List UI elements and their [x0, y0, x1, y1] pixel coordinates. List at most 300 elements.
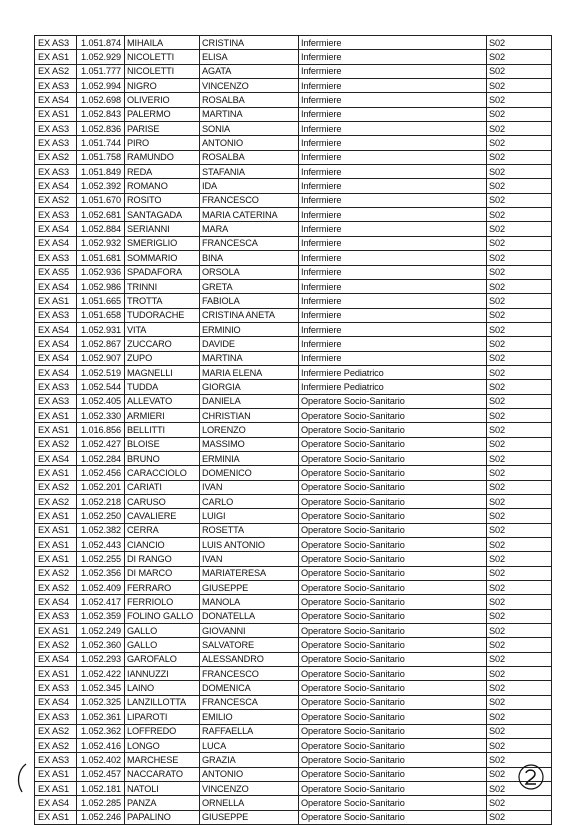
firstname-cell: DOMENICO — [200, 466, 299, 480]
area-cell: EX AS1 — [35, 294, 77, 308]
code-cell: S02 — [487, 79, 552, 93]
firstname-cell: DONATELLA — [200, 609, 299, 623]
id-cell: 1.052.422 — [77, 667, 125, 681]
role-cell: Infermiere — [299, 165, 487, 179]
table-row — [35, 538, 552, 552]
id-cell: 1.052.867 — [77, 337, 125, 351]
role-cell: Operatore Socio-Sanitario — [299, 466, 487, 480]
id-cell: 1.052.359 — [77, 609, 125, 623]
role-cell: Operatore Socio-Sanitario — [299, 552, 487, 566]
surname-cell: BLOISE — [125, 437, 200, 451]
id-cell: 1.052.457 — [77, 767, 125, 781]
table-row — [35, 337, 552, 351]
area-cell: EX AS1 — [35, 408, 77, 422]
surname-cell: LOFFREDO — [125, 724, 200, 738]
table-row — [35, 150, 552, 164]
firstname-cell: EMILIO — [200, 710, 299, 724]
id-cell: 1.051.665 — [77, 294, 125, 308]
code-cell: S02 — [487, 681, 552, 695]
code-cell: S02 — [487, 710, 552, 724]
area-cell: EX AS3 — [35, 710, 77, 724]
role-cell: Infermiere — [299, 351, 487, 365]
code-cell: S02 — [487, 566, 552, 580]
surname-cell: FERRARO — [125, 581, 200, 595]
role-cell: Operatore Socio-Sanitario — [299, 408, 487, 422]
table-row — [35, 753, 552, 767]
firstname-cell: ELISA — [200, 50, 299, 64]
table-row — [35, 581, 552, 595]
code-cell: S02 — [487, 624, 552, 638]
firstname-cell: IVAN — [200, 552, 299, 566]
code-cell: S02 — [487, 265, 552, 279]
table-row — [35, 652, 552, 666]
surname-cell: BRUNO — [125, 451, 200, 465]
firstname-cell: ROSALBA — [200, 93, 299, 107]
firstname-cell: GIUSEPPE — [200, 810, 299, 824]
table-row — [35, 236, 552, 250]
area-cell: EX AS3 — [35, 380, 77, 394]
id-cell: 1.052.285 — [77, 796, 125, 810]
id-cell: 1.052.907 — [77, 351, 125, 365]
handwritten-mark — [14, 762, 32, 794]
id-cell: 1.052.409 — [77, 581, 125, 595]
area-cell: EX AS3 — [35, 753, 77, 767]
code-cell: S02 — [487, 581, 552, 595]
surname-cell: TUDDA — [125, 380, 200, 394]
role-cell: Operatore Socio-Sanitario — [299, 667, 487, 681]
firstname-cell: FRANCESCO — [200, 193, 299, 207]
table-row — [35, 322, 552, 336]
document-page — [34, 35, 552, 825]
table-row — [35, 738, 552, 752]
id-cell: 1.052.427 — [77, 437, 125, 451]
role-cell: Operatore Socio-Sanitario — [299, 624, 487, 638]
code-cell: S02 — [487, 93, 552, 107]
code-cell: S02 — [487, 64, 552, 78]
id-cell: 1.052.330 — [77, 408, 125, 422]
id-cell: 1.052.361 — [77, 710, 125, 724]
code-cell: S02 — [487, 236, 552, 250]
table-row — [35, 724, 552, 738]
id-cell: 1.052.362 — [77, 724, 125, 738]
id-cell: 1.052.843 — [77, 107, 125, 121]
area-cell: EX AS1 — [35, 667, 77, 681]
table-row — [35, 222, 552, 236]
firstname-cell: VINCENZO — [200, 781, 299, 795]
id-cell: 1.052.246 — [77, 810, 125, 824]
id-cell: 1.052.218 — [77, 495, 125, 509]
table-row — [35, 122, 552, 136]
code-cell: S02 — [487, 193, 552, 207]
table-row — [35, 251, 552, 265]
table-row — [35, 93, 552, 107]
area-cell: EX AS4 — [35, 222, 77, 236]
firstname-cell: DOMENICA — [200, 681, 299, 695]
surname-cell: SANTAGADA — [125, 208, 200, 222]
role-cell: Infermiere — [299, 193, 487, 207]
role-cell: Infermiere — [299, 251, 487, 265]
role-cell: Operatore Socio-Sanitario — [299, 581, 487, 595]
role-cell: Infermiere — [299, 222, 487, 236]
surname-cell: LAINO — [125, 681, 200, 695]
area-cell: EX AS2 — [35, 495, 77, 509]
role-cell: Operatore Socio-Sanitario — [299, 810, 487, 824]
role-cell: Operatore Socio-Sanitario — [299, 710, 487, 724]
id-cell: 1.052.836 — [77, 122, 125, 136]
surname-cell: ZUCCARO — [125, 337, 200, 351]
firstname-cell: DAVIDE — [200, 337, 299, 351]
code-cell: S02 — [487, 308, 552, 322]
firstname-cell: ORSOLA — [200, 265, 299, 279]
firstname-cell: MARIA CATERINA — [200, 208, 299, 222]
table-row — [35, 208, 552, 222]
firstname-cell: CARLO — [200, 495, 299, 509]
firstname-cell: MARIATERESA — [200, 566, 299, 580]
table-row — [35, 265, 552, 279]
firstname-cell: BINA — [200, 251, 299, 265]
id-cell: 1.052.201 — [77, 480, 125, 494]
area-cell: EX AS1 — [35, 767, 77, 781]
role-cell: Operatore Socio-Sanitario — [299, 509, 487, 523]
code-cell: S02 — [487, 451, 552, 465]
table-row — [35, 36, 552, 50]
area-cell: EX AS2 — [35, 638, 77, 652]
area-cell: EX AS4 — [35, 595, 77, 609]
area-cell: EX AS2 — [35, 437, 77, 451]
area-cell: EX AS5 — [35, 265, 77, 279]
surname-cell: FOLINO GALLO — [125, 609, 200, 623]
table-row — [35, 695, 552, 709]
role-cell: Infermiere — [299, 64, 487, 78]
id-cell: 1.052.250 — [77, 509, 125, 523]
surname-cell: SMERIGLIO — [125, 236, 200, 250]
table-row — [35, 136, 552, 150]
code-cell: S02 — [487, 337, 552, 351]
surname-cell: NIGRO — [125, 79, 200, 93]
code-cell: S02 — [487, 365, 552, 379]
area-cell: EX AS4 — [35, 365, 77, 379]
role-cell: Infermiere — [299, 107, 487, 121]
firstname-cell: MASSIMO — [200, 437, 299, 451]
code-cell: S02 — [487, 423, 552, 437]
role-cell: Infermiere — [299, 122, 487, 136]
area-cell: EX AS4 — [35, 322, 77, 336]
role-cell: Infermiere Pediatrico — [299, 365, 487, 379]
surname-cell: CARACCIOLO — [125, 466, 200, 480]
code-cell: S02 — [487, 667, 552, 681]
id-cell: 1.052.181 — [77, 781, 125, 795]
id-cell: 1.052.931 — [77, 322, 125, 336]
id-cell: 1.052.392 — [77, 179, 125, 193]
firstname-cell: DANIELA — [200, 394, 299, 408]
surname-cell: MARCHESE — [125, 753, 200, 767]
code-cell: S02 — [487, 480, 552, 494]
table-row — [35, 294, 552, 308]
id-cell: 1.052.456 — [77, 466, 125, 480]
area-cell: EX AS4 — [35, 351, 77, 365]
surname-cell: LONGO — [125, 738, 200, 752]
code-cell: S02 — [487, 595, 552, 609]
surname-cell: SPADAFORA — [125, 265, 200, 279]
id-cell: 1.052.345 — [77, 681, 125, 695]
surname-cell: ZUPO — [125, 351, 200, 365]
surname-cell: OLIVERIO — [125, 93, 200, 107]
code-cell: S02 — [487, 122, 552, 136]
code-cell: S02 — [487, 322, 552, 336]
role-cell: Operatore Socio-Sanitario — [299, 738, 487, 752]
surname-cell: ROSITO — [125, 193, 200, 207]
id-cell: 1.052.416 — [77, 738, 125, 752]
code-cell: S02 — [487, 638, 552, 652]
firstname-cell: ANTONIO — [200, 136, 299, 150]
firstname-cell: LUIGI — [200, 509, 299, 523]
role-cell: Operatore Socio-Sanitario — [299, 724, 487, 738]
id-cell: 1.052.698 — [77, 93, 125, 107]
role-cell: Infermiere — [299, 294, 487, 308]
area-cell: EX AS1 — [35, 781, 77, 795]
code-cell: S02 — [487, 552, 552, 566]
role-cell: Operatore Socio-Sanitario — [299, 480, 487, 494]
id-cell: 1.051.658 — [77, 308, 125, 322]
code-cell: S02 — [487, 781, 552, 795]
code-cell: S02 — [487, 609, 552, 623]
code-cell: S02 — [487, 50, 552, 64]
code-cell: S02 — [487, 466, 552, 480]
surname-cell: CARUSO — [125, 495, 200, 509]
role-cell: Operatore Socio-Sanitario — [299, 681, 487, 695]
table-row — [35, 810, 552, 824]
area-cell: EX AS3 — [35, 165, 77, 179]
area-cell: EX AS1 — [35, 624, 77, 638]
firstname-cell: GIORGIA — [200, 380, 299, 394]
id-cell: 1.052.986 — [77, 279, 125, 293]
staff-table-body — [35, 36, 552, 825]
firstname-cell: MARTINA — [200, 107, 299, 121]
firstname-cell: CHRISTIAN — [200, 408, 299, 422]
role-cell: Operatore Socio-Sanitario — [299, 695, 487, 709]
id-cell: 1.052.681 — [77, 208, 125, 222]
firstname-cell: CRISTINA ANETA — [200, 308, 299, 322]
area-cell: EX AS1 — [35, 810, 77, 824]
table-row — [35, 351, 552, 365]
id-cell: 1.052.382 — [77, 523, 125, 537]
role-cell: Infermiere — [299, 79, 487, 93]
firstname-cell: CRISTINA — [200, 36, 299, 50]
table-row — [35, 667, 552, 681]
surname-cell: TROTTA — [125, 294, 200, 308]
surname-cell: LANZILLOTTA — [125, 695, 200, 709]
role-cell: Operatore Socio-Sanitario — [299, 394, 487, 408]
table-row — [35, 79, 552, 93]
code-cell: S02 — [487, 251, 552, 265]
area-cell: EX AS3 — [35, 681, 77, 695]
area-cell: EX AS3 — [35, 251, 77, 265]
area-cell: EX AS2 — [35, 193, 77, 207]
area-cell: EX AS1 — [35, 509, 77, 523]
id-cell: 1.052.249 — [77, 624, 125, 638]
area-cell: EX AS4 — [35, 695, 77, 709]
role-cell: Operatore Socio-Sanitario — [299, 437, 487, 451]
area-cell: EX AS3 — [35, 394, 77, 408]
table-row — [35, 451, 552, 465]
area-cell: EX AS4 — [35, 179, 77, 193]
table-row — [35, 566, 552, 580]
id-cell: 1.052.544 — [77, 380, 125, 394]
firstname-cell: ROSETTA — [200, 523, 299, 537]
code-cell: S02 — [487, 437, 552, 451]
code-cell: S02 — [487, 523, 552, 537]
surname-cell: LIPAROTI — [125, 710, 200, 724]
firstname-cell: FABIOLA — [200, 294, 299, 308]
firstname-cell: STAFANIA — [200, 165, 299, 179]
code-cell: S02 — [487, 36, 552, 50]
table-row — [35, 107, 552, 121]
surname-cell: GAROFALO — [125, 652, 200, 666]
table-row — [35, 609, 552, 623]
area-cell: EX AS3 — [35, 136, 77, 150]
firstname-cell: IVAN — [200, 480, 299, 494]
firstname-cell: SONIA — [200, 122, 299, 136]
role-cell: Infermiere — [299, 50, 487, 64]
surname-cell: CERRA — [125, 523, 200, 537]
id-cell: 1.052.994 — [77, 79, 125, 93]
table-row — [35, 710, 552, 724]
role-cell: Infermiere — [299, 279, 487, 293]
code-cell: S02 — [487, 538, 552, 552]
area-cell: EX AS3 — [35, 79, 77, 93]
id-cell: 1.051.670 — [77, 193, 125, 207]
role-cell: Infermiere Pediatrico — [299, 380, 487, 394]
surname-cell: PANZA — [125, 796, 200, 810]
role-cell: Infermiere — [299, 93, 487, 107]
surname-cell: IANNUZZI — [125, 667, 200, 681]
code-cell: S02 — [487, 222, 552, 236]
code-cell: S02 — [487, 136, 552, 150]
table-row — [35, 437, 552, 451]
firstname-cell: ERMINIA — [200, 451, 299, 465]
code-cell: S02 — [487, 495, 552, 509]
role-cell: Operatore Socio-Sanitario — [299, 595, 487, 609]
firstname-cell: FRANCESCA — [200, 236, 299, 250]
table-row — [35, 624, 552, 638]
firstname-cell: MARA — [200, 222, 299, 236]
area-cell: EX AS2 — [35, 724, 77, 738]
firstname-cell: MANOLA — [200, 595, 299, 609]
surname-cell: MAGNELLI — [125, 365, 200, 379]
code-cell: S02 — [487, 724, 552, 738]
area-cell: EX AS1 — [35, 523, 77, 537]
table-row — [35, 380, 552, 394]
code-cell: S02 — [487, 380, 552, 394]
firstname-cell: AGATA — [200, 64, 299, 78]
code-cell: S02 — [487, 179, 552, 193]
id-cell: 1.051.758 — [77, 150, 125, 164]
surname-cell: MIHAILA — [125, 36, 200, 50]
id-cell: 1.052.884 — [77, 222, 125, 236]
surname-cell: DI RANGO — [125, 552, 200, 566]
code-cell: S02 — [487, 107, 552, 121]
code-cell: S02 — [487, 150, 552, 164]
table-row — [35, 64, 552, 78]
code-cell: S02 — [487, 294, 552, 308]
area-cell: EX AS3 — [35, 308, 77, 322]
surname-cell: BELLITTI — [125, 423, 200, 437]
table-row — [35, 480, 552, 494]
firstname-cell: FRANCESCA — [200, 695, 299, 709]
surname-cell: ARMIERI — [125, 408, 200, 422]
role-cell: Infermiere — [299, 308, 487, 322]
id-cell: 1.016.856 — [77, 423, 125, 437]
area-cell: EX AS4 — [35, 337, 77, 351]
id-cell: 1.052.284 — [77, 451, 125, 465]
firstname-cell: LUIS ANTONIO — [200, 538, 299, 552]
surname-cell: PIRO — [125, 136, 200, 150]
surname-cell: SOMMARIO — [125, 251, 200, 265]
surname-cell: ROMANO — [125, 179, 200, 193]
firstname-cell: ANTONIO — [200, 767, 299, 781]
surname-cell: NICOLETTI — [125, 64, 200, 78]
table-row — [35, 495, 552, 509]
role-cell: Operatore Socio-Sanitario — [299, 566, 487, 580]
surname-cell: NICOLETTI — [125, 50, 200, 64]
surname-cell: TRINNI — [125, 279, 200, 293]
role-cell: Operatore Socio-Sanitario — [299, 753, 487, 767]
firstname-cell: ALESSANDRO — [200, 652, 299, 666]
code-cell: S02 — [487, 767, 552, 781]
area-cell: EX AS2 — [35, 738, 77, 752]
surname-cell: DI MARCO — [125, 566, 200, 580]
surname-cell: CAVALIERE — [125, 509, 200, 523]
firstname-cell: RAFFAELLA — [200, 724, 299, 738]
firstname-cell: GRAZIA — [200, 753, 299, 767]
table-row — [35, 308, 552, 322]
table-row — [35, 423, 552, 437]
role-cell: Infermiere — [299, 150, 487, 164]
surname-cell: REDA — [125, 165, 200, 179]
role-cell: Infermiere — [299, 179, 487, 193]
role-cell: Infermiere — [299, 322, 487, 336]
area-cell: EX AS4 — [35, 796, 77, 810]
surname-cell: ALLEVATO — [125, 394, 200, 408]
role-cell: Operatore Socio-Sanitario — [299, 638, 487, 652]
table-row — [35, 681, 552, 695]
table-row — [35, 165, 552, 179]
table-row — [35, 523, 552, 537]
code-cell: S02 — [487, 652, 552, 666]
table-row — [35, 193, 552, 207]
code-cell: S02 — [487, 408, 552, 422]
firstname-cell: LORENZO — [200, 423, 299, 437]
code-cell: S02 — [487, 208, 552, 222]
table-row — [35, 767, 552, 781]
surname-cell: GALLO — [125, 624, 200, 638]
code-cell: S02 — [487, 509, 552, 523]
area-cell: EX AS1 — [35, 538, 77, 552]
id-cell: 1.052.929 — [77, 50, 125, 64]
staff-table — [34, 35, 552, 825]
surname-cell: NATOLI — [125, 781, 200, 795]
role-cell: Operatore Socio-Sanitario — [299, 609, 487, 623]
surname-cell: RAMUNDO — [125, 150, 200, 164]
firstname-cell: VINCENZO — [200, 79, 299, 93]
role-cell: Operatore Socio-Sanitario — [299, 767, 487, 781]
firstname-cell: SALVATORE — [200, 638, 299, 652]
area-cell: EX AS2 — [35, 566, 77, 580]
id-cell: 1.052.519 — [77, 365, 125, 379]
id-cell: 1.052.417 — [77, 595, 125, 609]
surname-cell: PARISE — [125, 122, 200, 136]
area-cell: EX AS3 — [35, 122, 77, 136]
